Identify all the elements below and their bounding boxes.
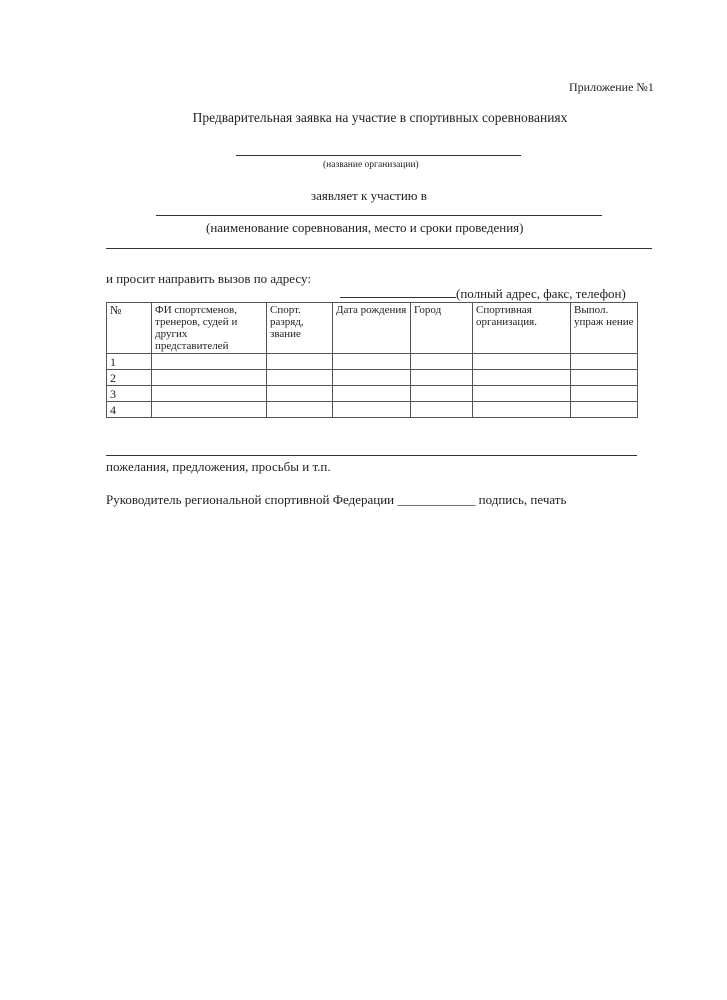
cell[interactable] (267, 402, 333, 418)
col-rank-header: Спорт. разряд, звание (267, 303, 333, 354)
cell[interactable] (267, 370, 333, 386)
cell[interactable] (152, 354, 267, 370)
row-number: 1 (107, 354, 152, 370)
cell[interactable] (571, 402, 638, 418)
row-number: 2 (107, 370, 152, 386)
competition-line-2 (106, 248, 652, 249)
cell[interactable] (333, 386, 411, 402)
cell[interactable] (333, 370, 411, 386)
row-number: 3 (107, 386, 152, 402)
cell[interactable] (571, 370, 638, 386)
signature-line (106, 492, 566, 508)
col-number-header: № (107, 303, 152, 354)
address-request-text: и просит направить вызов по адресу: (106, 271, 311, 286)
cell[interactable] (411, 370, 473, 386)
cell[interactable] (411, 354, 473, 370)
wishes-caption: пожелания, предложения, просьбы и т.п. (106, 459, 331, 474)
cell[interactable] (473, 354, 571, 370)
form-title: Предварительная заявка на участие в спортивных соревнованиях (192, 110, 568, 125)
col-organization-header: Спортивная организация. (473, 303, 571, 354)
appendix-label: Приложение №1 (569, 80, 654, 94)
cell[interactable] (571, 386, 638, 402)
cell[interactable] (411, 386, 473, 402)
col-exercise-header: Выпол. упраж нение (571, 303, 638, 354)
table-row (107, 386, 638, 402)
signature-suffix: подпись, печать (478, 492, 567, 507)
org-name-caption: (название организации) (323, 160, 419, 170)
signature-label: Руководитель региональной спортивной Федерации (106, 492, 395, 507)
table-row (107, 402, 638, 418)
col-birthdate-header: Дата рождения (333, 303, 411, 354)
cell[interactable] (473, 370, 571, 386)
cell[interactable] (152, 386, 267, 402)
org-name-line (236, 155, 521, 156)
cell[interactable] (333, 354, 411, 370)
row-number: 4 (107, 402, 152, 418)
participants-table (106, 302, 638, 418)
wishes-line (106, 455, 637, 456)
cell[interactable] (267, 386, 333, 402)
address-line (340, 297, 456, 298)
cell[interactable] (267, 354, 333, 370)
address-caption: (полный адрес, факс, телефон) (456, 286, 626, 301)
competition-line (156, 215, 602, 216)
cell[interactable] (152, 370, 267, 386)
competition-caption: (наименование соревнования, место и сроки проведения) (206, 220, 524, 235)
table-header-row (107, 303, 638, 354)
table-row (107, 354, 638, 370)
cell[interactable] (571, 354, 638, 370)
cell[interactable] (333, 402, 411, 418)
table-row (107, 370, 638, 386)
declares-text: заявляет к участию в (311, 188, 427, 203)
cell[interactable] (473, 402, 571, 418)
col-city-header: Город (411, 303, 473, 354)
cell[interactable] (473, 386, 571, 402)
signature-blank[interactable]: ____________ (397, 492, 476, 507)
cell[interactable] (411, 402, 473, 418)
cell[interactable] (152, 402, 267, 418)
col-names-header: ФИ спортсменов, тренеров, судей и других представителей (152, 303, 267, 354)
